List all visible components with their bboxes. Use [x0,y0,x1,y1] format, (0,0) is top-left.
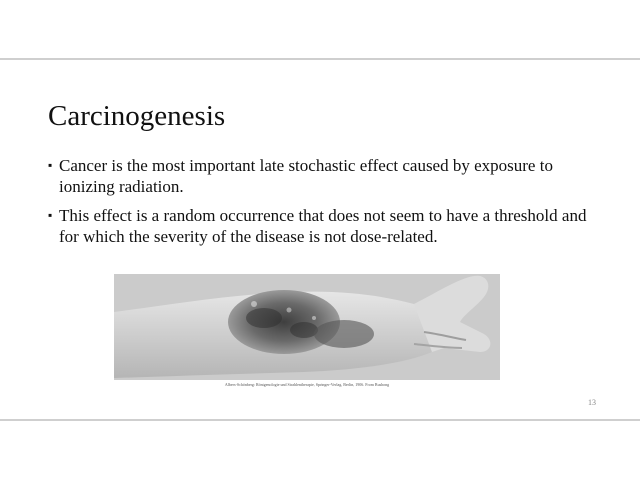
bullet-text: This effect is a random occurrence that does not seem to have a threshold and for which the severity of the disease is not dose-related. [59,206,587,246]
bullet-item [48,155,608,197]
bottom-divider [0,419,640,421]
slide-title: Carcinogenesis [48,100,226,132]
bullet-text: Cancer is the most important late stochastic effect caused by exposure to ionizing radiation. [59,156,553,196]
slide [0,60,640,420]
page-number: 13 [588,398,596,407]
bullet-list [48,155,608,255]
top-band [0,0,640,58]
bullet-item [48,205,608,247]
arm-lesion-photo [114,274,500,380]
bullet-marker: ▪ [48,158,53,172]
image-caption: Albers-Schönberg: Röntgenologie und Strahlentherapie, Springer-Verlag, Berlin, 1906. From Bushong [224,382,390,387]
arm-lesion-illustration [114,274,500,380]
bullet-marker: ▪ [48,208,53,222]
